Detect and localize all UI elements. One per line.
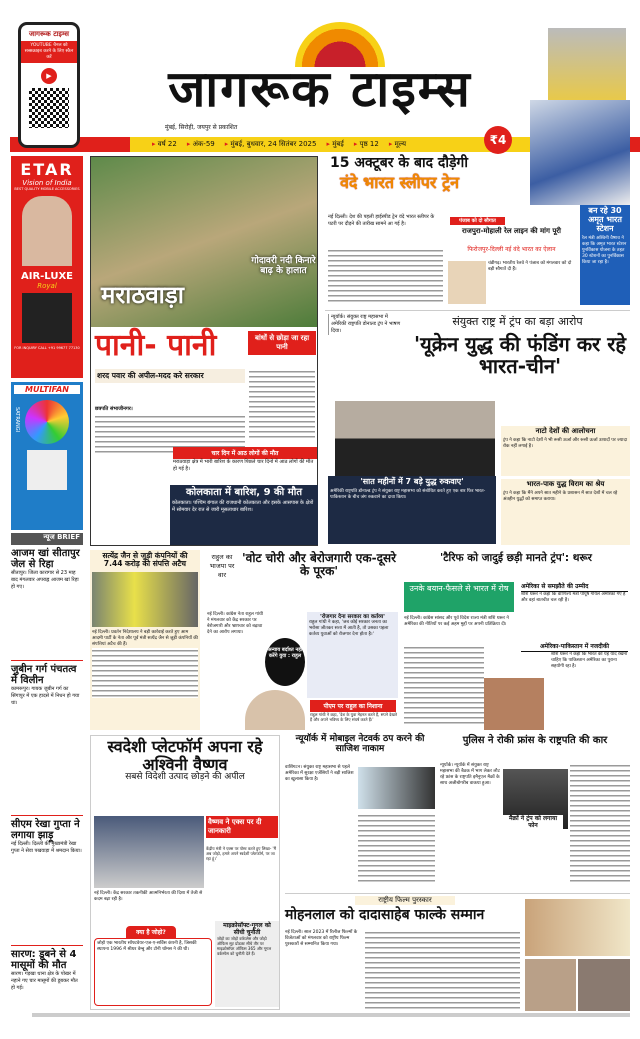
box-title: चार दिन में आठ लोगों की मौत — [173, 447, 317, 459]
tharoor-box2-lead: शशि थरूर ने कहा कि भारत को यह याद रखना चाहिए कि पाकिस्तान अमेरिका का पुराना सहयोगी रहा है। — [551, 651, 628, 669]
newyork-headline: न्यूयॉर्क में मोबाइल नेटवर्क ठप करने की साजिश नाकाम — [295, 734, 425, 754]
date: ▸ मुंबई, बुधवार, 24 सितंबर 2025 — [225, 137, 317, 152]
ceasefire-box — [501, 479, 630, 545]
satyendra-headline: सत्येंद्र जैन से जुड़ी कंपनियों की 7.44 करोड़ की संपत्ति अटैच — [102, 551, 188, 569]
vb-headline: वंदे भारत स्लीपर ट्रेन — [340, 173, 459, 193]
film-kicker: राष्ट्रीय फिल्म पुरस्कार — [355, 896, 455, 905]
ad-model: Royal — [37, 282, 57, 290]
rahul-photo — [245, 690, 305, 730]
brief-label: न्यूज BRIEF — [43, 533, 80, 541]
trump-quote: 'सात महीनों में 7 बड़े युद्ध रुकवाए' — [360, 477, 464, 486]
brief-item — [11, 548, 83, 660]
tharoor-box2-title: अमेरिका-पाकिस्तान में नजदीकी — [521, 644, 628, 652]
ms-box — [215, 921, 279, 1007]
vb-lead: नई दिल्ली। देश की पहली हाईस्पीड ट्रेन वंदे भारत स्लीपर के पटरी पर दौड़ने की तारीख सामने आ गई है। — [328, 214, 435, 227]
brief-lead: नई दिल्ली। दिल्ली की मुख्यमंत्री रेखा गुप्ता ने सेवा पखवाड़ा में श्रमदान किया। — [11, 841, 82, 854]
swadeshi-headline: स्वदेशी प्लेटफॉर्म अपना रहे अश्विनी वैष्णव — [107, 737, 263, 774]
swadeshi-tag: वैष्णव ने एक्स पर दी जानकारी — [206, 816, 278, 838]
zoho-lead: जोहो एक भारतीय सॉफ्टवेयर-एज-ए-सर्विस कंपनी है, जिसकी स्थापना 1996 में श्रीधर वेम्बु और टोनी थॉमस ने की थी। — [94, 938, 212, 1006]
macron-caption: मैक्रों ने ट्रंप को लगाया फोन — [503, 815, 563, 830]
side-body — [249, 369, 315, 441]
ad-slogan: Vision of India — [22, 179, 72, 187]
trump-un-photo — [335, 401, 495, 476]
side-box-title: बन रहे 30 अमृत भारत स्टेशन — [588, 206, 622, 233]
tharoor-box1-title: अमेरिका से समझौते की उम्मीद — [521, 584, 628, 592]
satyendra-story — [90, 550, 200, 730]
box-lead: मराठवाड़ा क्षेत्र में भारी बारिश के कारण पिछले चार दिनों में आठ लोगों की मौत हो गई है। — [173, 459, 314, 472]
vb-subdeck: फिरोजपुर-दिल्ली नई वंदे भारत का ऐलान — [467, 246, 556, 253]
zoho-title: क्या है जोहो? — [126, 926, 176, 938]
brief-lead: सीतापुर। जिला कारागार से 23 माह बाद मंगलवार अपराह्न आजम खां रिहा हो गए। — [11, 570, 79, 590]
brief-list — [11, 548, 83, 992]
swadeshi-deck: सबसे विदेशी उत्पाद छोड़ने की अपील — [125, 772, 245, 783]
brief-title: जुबीन गर्ग पंचतत्व में विलीन — [11, 664, 77, 686]
rahul-box-lead: राहुल गांधी ने कहा, 'जब कोई सरकार जनता का भरोसा जीतकर सत्ता में आती है, तो उसका पहला कर्तव्य युवाओं को रोजगार देना होता है।' — [309, 620, 389, 638]
qr-code-icon — [29, 88, 69, 128]
award-photo-2 — [525, 959, 576, 1011]
ad-product: AIR-LUXE — [21, 271, 73, 282]
youtube-icon: ▶ — [41, 68, 57, 84]
ad-product-box — [22, 293, 72, 343]
dateline: छत्रपति संभाजीनगर। — [95, 406, 133, 412]
rahul-story — [205, 550, 398, 730]
masthead-tagline: मुंबई, सिरोही, जयपुर से प्रकाशित — [165, 124, 238, 131]
trump-kicker: संयुक्त राष्ट्र में ट्रंप का बड़ा आरोप — [452, 315, 583, 328]
rahul-side-label: राहुल का भाजपा पर वार — [209, 553, 235, 579]
brief-title: सीएम रेखा गुप्ता ने लगाया झाड़ू — [11, 819, 80, 841]
youtube-promo-phone[interactable] — [18, 22, 80, 148]
rahul-headline: 'वोट चोरी और बेरोजगारी एक-दूसरे के पूरक' — [241, 551, 397, 579]
vb-subhead: राजपुरा-मोहाली रेल लाइन की मांग पूरी — [462, 227, 561, 235]
vb-tag: पंजाब को दो सौगात — [450, 217, 505, 225]
film-headline: मोहनलाल को दादासाहेब फाल्के सम्मान — [285, 907, 485, 923]
ceasefire-title: भारत-पाक युद्ध विराम का श्रेय — [526, 480, 605, 488]
brief-title: सारण: डूबने से 4 मासूमों की मौत — [11, 949, 77, 971]
macron-headline: पुलिस ने रोकी फ्रांस के राष्ट्रपति की कार — [462, 735, 608, 746]
lead-overlay-title: मराठवाड़ा — [101, 281, 184, 309]
train-interior-photo — [548, 28, 626, 100]
tharoor-box2 — [519, 642, 630, 730]
brief-item — [11, 660, 83, 815]
photo-caption: गोदावरी नदी किनारे बाढ़ के हालात — [251, 256, 316, 276]
nato-title: नाटो देशों की आलोचना — [535, 427, 596, 435]
vb-sublead: चंडीगढ़। भारतीय रेलवे ने पंजाब को मंगलवार को दो बड़ी सौगातें दी हैं। — [488, 261, 572, 272]
vaishnaw-photo — [94, 816, 204, 888]
newyork-story — [285, 735, 435, 890]
side-box-lead: रेल मंत्री अश्विनी वैष्णव ने कहा कि अमृत भारत स्टेशन पुनर्विकास योजना के तहत 30 स्टेशनों का पुनर्विकास किया जा रहा है। — [582, 236, 627, 266]
nato-box — [501, 426, 630, 476]
ad-model-photo — [22, 196, 72, 266]
vb-kicker: 15 अक्टूबर के बाद दौड़ेगी — [330, 155, 468, 171]
nato-lead: ट्रंप ने कहा कि नाटो देशों ने भी रूसी ऊर्जा और रूसी ऊर्जा उत्पादों पर ज्यादा रोक नहीं लगाई है। — [503, 437, 627, 449]
trump-side-lead: न्यूयॉर्क। संयुक्त राष्ट्र महासभा में अमेरिकी राष्ट्रपति डोनाल्ड ट्रंप ने भाषण दिया। — [328, 314, 403, 335]
ad-product: SATRANGI — [14, 407, 20, 433]
brief-lead: कामरूपुर। गायक जुबीन गर्ग का सिंगापुर में एक हादसे में निधन हो गया था। — [11, 686, 80, 706]
lead-subhead: शरद पवार की अपील-मदद करे सरकार — [95, 369, 245, 383]
macron-story — [440, 735, 630, 890]
rahul-lead: नई दिल्ली। कांग्रेस नेता राहुल गांधी ने मंगलवार को केंद्र सरकार पर बेरोजगारी और भ्रष्टाचार को बढ़ावा देने का आरोप लगाया। — [207, 612, 263, 635]
trump-story — [325, 310, 630, 545]
brief-title: आजम खां सीतापुर जेल से रिहा — [11, 548, 80, 570]
ad-sub: BEST QUALITY MOBILE ACCESSORIES — [14, 187, 80, 191]
ad-brand: MULTIFAN — [14, 385, 80, 394]
year: ▸ वर्ष 22 — [152, 137, 177, 152]
award-photo-1 — [525, 899, 630, 956]
masthead-title: जागरूक टाइम्स — [168, 60, 472, 118]
swadeshi-story — [90, 735, 280, 1010]
ceasefire-lead: ट्रंप ने कहा कि मैंने अपने सात महीने के प्रशासन में सात देशों में चल रहे अंतहीन युद्धों को समाप्त कराया। — [503, 490, 618, 502]
promo-text: YOUTUBE चैनल को सब्सक्राइब करने के लिए स्कैन करें — [21, 41, 77, 63]
etar-ad[interactable] — [11, 156, 83, 378]
vande-bharat-story — [325, 156, 575, 306]
price-label: ▸ मूल्य — [389, 137, 406, 152]
lead-body — [95, 395, 245, 443]
city: ▸ मुंबई — [326, 137, 343, 152]
brief-lead: सारण। गड़खा थाना क्षेत्र के पोखर में नहाने गए चार मासूमों की डूबकर मौत हो गई। — [11, 971, 78, 991]
multifan-ad[interactable] — [11, 382, 83, 530]
amrit-bharat-box — [580, 205, 630, 305]
tharoor-box1-lead: शशि थरूर ने कहा कि वाणिज्य मंत्री पीयूष गोयल अमेरिका गए हैं और वहां बातचीत चल रही है। — [521, 591, 626, 603]
fan-image — [25, 400, 69, 444]
rahul-box-title: 'रोजगार देना सरकार का कर्तव्य' — [320, 614, 385, 620]
brief-item — [11, 815, 83, 945]
kolkata-headline: कोलकाता में बारिश, 9 की मौत — [185, 487, 303, 498]
rahul-tag-lead: राहुल गांधी ने कहा, 'देश के युवा मेहनत करते हैं, सपने देखते हैं और अपने भविष्य के लिए संघर्ष करते हैं।' — [310, 712, 397, 722]
tharoor-story — [402, 550, 630, 730]
tharoor-headline: 'टैरिफ को जादुई छड़ी मानते ट्रंप': थरूर — [440, 552, 592, 564]
ad-brand: ETAR — [20, 160, 74, 179]
price-badge: ₹4 — [484, 126, 512, 154]
issue: ▸ अंक-59 — [187, 137, 215, 152]
swadeshi-lead: नई दिल्ली। केंद्र सरकार तकनीकी आत्मनिर्भरता की दिशा में तेजी से कदम बढ़ा रही है। — [94, 891, 203, 902]
side-tag: बांधों से छोड़ा जा रहा पानी — [248, 331, 316, 355]
kolkata-story — [170, 485, 318, 545]
kolkata-lead: कोलकाता। पश्चिम बंगाल की राजधानी कोलकाता और इसके आसपास के क्षेत्रों में सोमवार देर रात से जारी मूसलाधार बारिश। — [172, 500, 314, 513]
registration-bar — [32, 1013, 630, 1017]
pages: ▸ पृष्ठ 12 — [354, 137, 379, 152]
award-photo-3 — [578, 959, 630, 1011]
tharoor-box1 — [519, 582, 630, 640]
rahul-box — [307, 612, 398, 698]
brief-item — [11, 945, 83, 992]
trump-quote-box — [328, 476, 496, 544]
lead-headline: पानी- पानी — [95, 328, 217, 363]
tharoor-lead: नई दिल्ली। कांग्रेस सांसद और पूर्व विदेश राज्य मंत्री शशि थरूर ने अमेरिका की नीतियों पर कई अहम मुद्दों पर अपनी प्रतिक्रिया दी। — [404, 616, 509, 627]
film-award-story — [285, 893, 630, 1011]
ms-title: माइक्रोसॉफ्ट-गूगल को सीधी चुनौती — [223, 922, 271, 936]
ad-contact: FOR INQUIRY CALL +91 99677 77130 — [14, 346, 80, 350]
trump-quote-lead: अमेरिकी राष्ट्रपति डोनाल्ड ट्रंप ने संयुक्त राष्ट्र महासभा को संबोधित करते हुए एक बार फिर भारत-पाकिस्तान के बीच जंग रुकवाने का दावा किया। — [330, 488, 486, 500]
film-lead: नई दिल्ली। साल 2023 में रिलीज फिल्मों के विजेताओं को मंगलवार को राष्ट्रीय फिल्म पुरस्कारों से सम्मानित किया गया। — [285, 930, 358, 947]
macron-lead: न्यूयॉर्क। न्यूयॉर्क में संयुक्त राष्ट्र महासभा की बैठक में भाग लेकर लौट रहे फ्रांस के राष्ट्रपति इमैनुएल मैक्रों के साथ अजीबोगरीब वाकया हुआ। — [440, 763, 500, 786]
satyendra-photo — [92, 572, 198, 627]
swadeshi-tag-lead: केंद्रीय मंत्री ने एक्स पर पोस्ट करते हुए लिखा- 'मैं अब जोहो, हमारे अपने स्वदेशी प्लेटफॉर्म, पर जा रहा हूं।' — [206, 846, 277, 861]
minister-photo — [448, 261, 486, 304]
newyork-lead: वाशिंगटन। संयुक्त राष्ट्र महासभा से पहले अमेरिका में सुरक्षा एजेंसियों ने बड़ी साजिश का खुलासा किया है। — [285, 765, 354, 782]
rahul-tag: पीएम पर राहुल का निशाना — [310, 700, 396, 712]
satyendra-lead: नई दिल्ली। प्रवर्तन निदेशालय ने बड़ी कार्रवाई करते हुए आम आदमी पार्टी के नेता और पूर्व मंत्री सत्येंद्र जैन से जुड़ी कंपनियों की संपत्तियां अटैच की हैं। — [92, 629, 198, 647]
fan-box-image — [27, 450, 67, 490]
network-photo — [358, 767, 435, 809]
ms-lead: जोहो का जोहो वर्कप्लेस और जोहो ऑफिस सूट प्रोडक्ट सीधे तौर पर माइक्रोसॉफ्ट ऑफिस 365 और गूगल वर्कस्पेस को चुनौती देते हैं। — [217, 936, 272, 957]
trump-headline: 'यूक्रेन युद्ध की फंडिंग कर रहे भारत-चीन' — [413, 332, 627, 378]
tharoor-green-box: उनके बयान-फैसले से भारत में रोष — [404, 582, 514, 612]
rahul-bubble: अन्याय बर्दाश्त नहीं करेंगे युवा : राहुल — [265, 638, 305, 686]
promo-brand: जागरूक टाइम्स — [29, 30, 69, 38]
news-brief-label — [11, 533, 83, 545]
